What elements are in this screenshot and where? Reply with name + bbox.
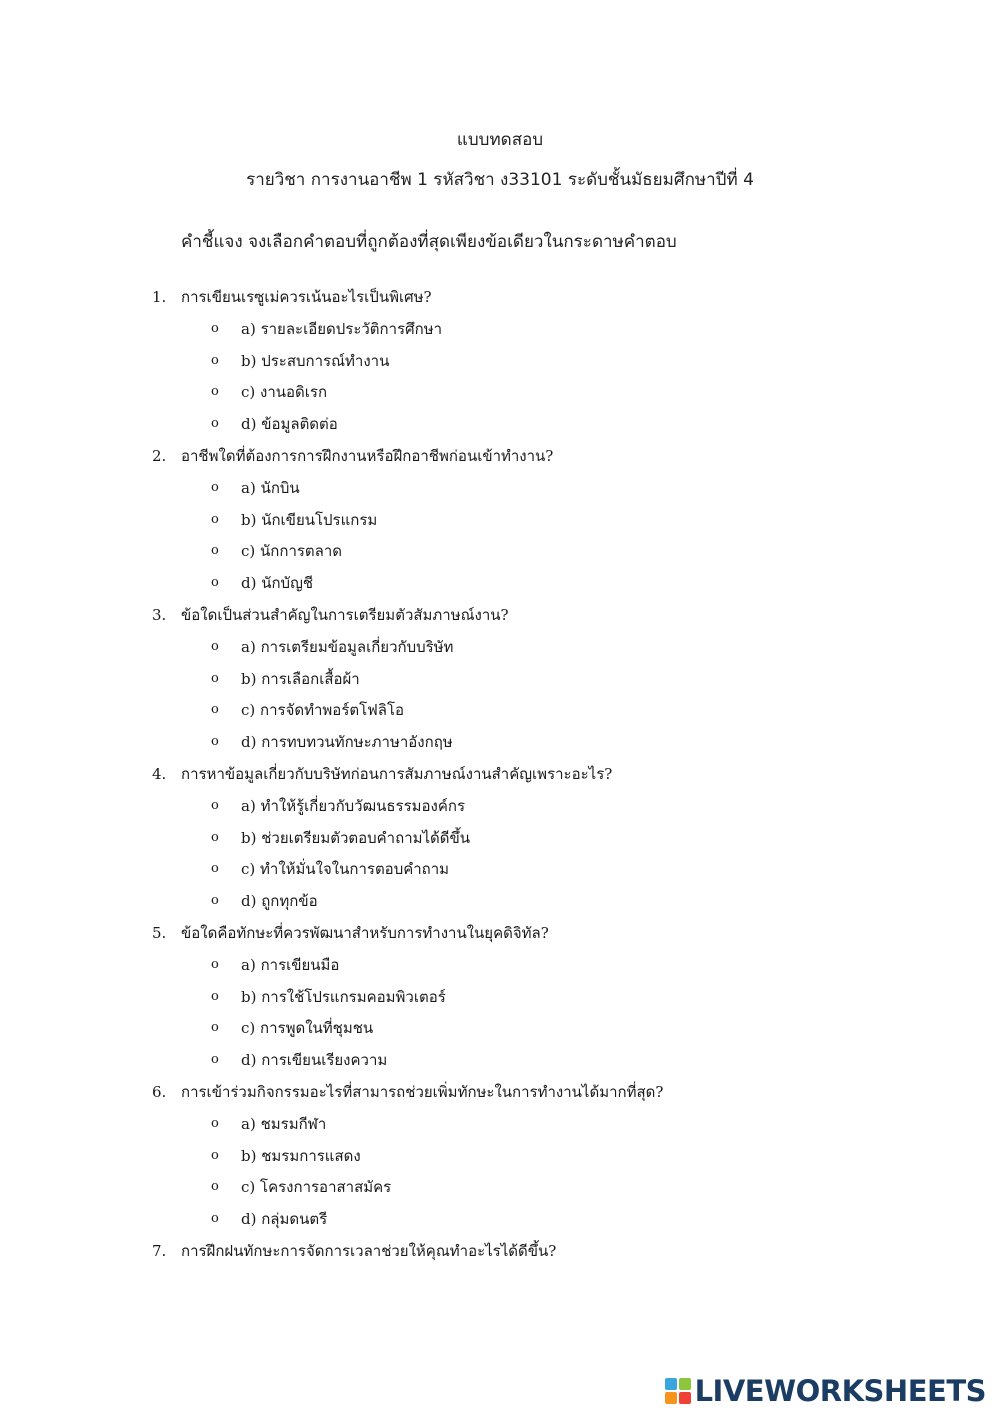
logo-text: LIVEWORKSHEETS — [694, 1374, 986, 1408]
answer-option-text: d) นักบัญชี — [241, 574, 314, 593]
circle-bullet-icon: o — [211, 638, 219, 654]
liveworksheets-logo — [665, 1374, 986, 1408]
circle-bullet-icon: o — [211, 829, 219, 845]
answer-option-text: c) โครงการอาสาสมัคร — [241, 1178, 392, 1197]
answer-option-text: a) ทำให้รู้เกี่ยวกับวัฒนธรรมองค์กร — [241, 796, 466, 815]
answer-option-text: b) การเลือกเสื้อผ้า — [241, 669, 360, 688]
question-number: 7. — [152, 1241, 167, 1260]
answer-option[interactable] — [0, 953, 1000, 985]
question-item — [0, 762, 1000, 794]
circle-bullet-icon: o — [211, 479, 219, 495]
answer-option-text: d) ถูกทุกข้อ — [241, 892, 318, 911]
answer-option[interactable] — [0, 730, 1000, 762]
answer-option-text: b) ประสบการณ์ทำงาน — [241, 351, 390, 370]
answer-option-text: b) ช่วยเตรียมตัวตอบคำถามได้ดีขึ้น — [241, 828, 471, 847]
question-text: อาชีพใดที่ต้องการการฝึกงานหรือฝึกอาชีพก่อนเข้าทำงาน? — [181, 446, 554, 465]
question-number: 2. — [152, 446, 167, 465]
answer-option[interactable] — [0, 539, 1000, 571]
answer-option[interactable] — [0, 698, 1000, 730]
answer-option[interactable] — [0, 1175, 1000, 1207]
answer-option-text: a) รายละเอียดประวัติการศึกษา — [241, 319, 443, 338]
circle-bullet-icon: o — [211, 734, 219, 750]
answer-option[interactable] — [0, 349, 1000, 381]
circle-bullet-icon: o — [211, 1211, 219, 1227]
answer-option-text: c) การจัดทำพอร์ตโฟลิโอ — [241, 701, 405, 720]
question-text: ข้อใดคือทักษะที่ควรพัฒนาสำหรับการทำงานในยุคดิจิทัล? — [181, 923, 549, 942]
circle-bullet-icon: o — [211, 861, 219, 877]
answer-option-text: b) นักเขียนโปรแกรม — [241, 510, 378, 529]
answer-option-text: d) การทบทวนทักษะภาษาอังกฤษ — [241, 733, 453, 752]
circle-bullet-icon: o — [211, 1020, 219, 1036]
answer-option[interactable] — [0, 1144, 1000, 1176]
question-item — [0, 1239, 1000, 1271]
answer-option-text: d) กลุ่มดนตรี — [241, 1210, 328, 1229]
circle-bullet-icon: o — [211, 384, 219, 400]
instruction-text: คำชี้แจง จงเลือกคำตอบที่ถูกต้องที่สุดเพียงข้อเดียวในกระดาษคำตอบ — [181, 232, 677, 252]
circle-bullet-icon: o — [211, 670, 219, 686]
answer-option[interactable] — [0, 985, 1000, 1017]
logo-block — [679, 1392, 691, 1404]
circle-bullet-icon: o — [211, 893, 219, 909]
circle-bullet-icon: o — [211, 320, 219, 336]
logo-block — [665, 1392, 677, 1404]
circle-bullet-icon: o — [211, 702, 219, 718]
question-item — [0, 921, 1000, 953]
answer-option[interactable] — [0, 889, 1000, 921]
question-number: 6. — [152, 1082, 167, 1101]
circle-bullet-icon: o — [211, 416, 219, 432]
question-list — [0, 285, 1000, 1271]
question-number: 5. — [152, 923, 167, 942]
answer-option[interactable] — [0, 1112, 1000, 1144]
answer-option-text: a) ชมรมกีฬา — [241, 1114, 327, 1133]
circle-bullet-icon: o — [211, 1115, 219, 1131]
circle-bullet-icon: o — [211, 797, 219, 813]
circle-bullet-icon: o — [211, 1179, 219, 1195]
answer-option-text: c) ทำให้มั่นใจในการตอบคำถาม — [241, 860, 450, 879]
page-title: แบบทดสอบ — [456, 130, 544, 150]
question-item — [0, 603, 1000, 635]
answer-option[interactable] — [0, 317, 1000, 349]
circle-bullet-icon: o — [211, 511, 219, 527]
question-number: 3. — [152, 605, 167, 624]
circle-bullet-icon: o — [211, 1052, 219, 1068]
question-text: ข้อใดเป็นส่วนสำคัญในการเตรียมตัวสัมภาษณ์งาน? — [181, 605, 509, 624]
question-text: การเข้าร่วมกิจกรรมอะไรที่สามารถช่วยเพิ่มทักษะในการทำงานได้มากที่สุด? — [181, 1082, 664, 1101]
question-item — [0, 444, 1000, 476]
question-number: 1. — [152, 288, 167, 306]
answer-option[interactable] — [0, 1016, 1000, 1048]
answer-option-text: d) ข้อมูลติดต่อ — [241, 415, 338, 434]
answer-option-text: d) การเขียนเรียงความ — [241, 1051, 388, 1070]
answer-option[interactable] — [0, 508, 1000, 540]
question-number: 4. — [152, 764, 167, 783]
answer-option[interactable] — [0, 412, 1000, 444]
question-text: การฝึกฝนทักษะการจัดการเวลาช่วยให้คุณทำอะไรได้ดีขึ้น? — [181, 1241, 557, 1260]
answer-option[interactable] — [0, 667, 1000, 699]
answer-option[interactable] — [0, 857, 1000, 889]
question-item — [0, 1080, 1000, 1112]
question-text: การหาข้อมูลเกี่ยวกับบริษัทก่อนการสัมภาษณ์งานสำคัญเพราะอะไร? — [181, 764, 613, 783]
answer-option-text: b) ชมรมการแสดง — [241, 1146, 361, 1165]
page-subtitle: รายวิชา การงานอาชีพ 1 รหัสวิชา ง33101 ระดับชั้นมัธยมศึกษาปีที่ 4 — [246, 170, 754, 190]
answer-option-text: a) นักบิน — [241, 478, 300, 497]
answer-option[interactable] — [0, 1207, 1000, 1239]
circle-bullet-icon: o — [211, 1147, 219, 1163]
answer-option[interactable] — [0, 571, 1000, 603]
answer-option[interactable] — [0, 794, 1000, 826]
logo-block — [665, 1378, 677, 1390]
answer-option[interactable] — [0, 826, 1000, 858]
answer-option-text: c) นักการตลาด — [241, 542, 343, 561]
answer-option[interactable] — [0, 635, 1000, 667]
answer-option-text: c) การพูดในที่ชุมชน — [241, 1019, 374, 1038]
circle-bullet-icon: o — [211, 352, 219, 368]
answer-option[interactable] — [0, 1048, 1000, 1080]
logo-block — [679, 1378, 691, 1390]
logo-icon — [665, 1378, 691, 1404]
circle-bullet-icon: o — [211, 956, 219, 972]
answer-option[interactable] — [0, 476, 1000, 508]
circle-bullet-icon: o — [211, 543, 219, 559]
answer-option-text: c) งานอดิเรก — [241, 383, 328, 402]
question-text: การเขียนเรซูเม่ควรเน้นอะไรเป็นพิเศษ? — [181, 288, 432, 306]
answer-option[interactable] — [0, 380, 1000, 412]
circle-bullet-icon: o — [211, 988, 219, 1004]
answer-option-text: a) การเตรียมข้อมูลเกี่ยวกับบริษัท — [241, 637, 454, 656]
answer-option-text: a) การเขียนมือ — [241, 955, 340, 974]
circle-bullet-icon: o — [211, 575, 219, 591]
answer-option-text: b) การใช้โปรแกรมคอมพิวเตอร์ — [241, 987, 446, 1006]
question-item — [0, 285, 1000, 317]
